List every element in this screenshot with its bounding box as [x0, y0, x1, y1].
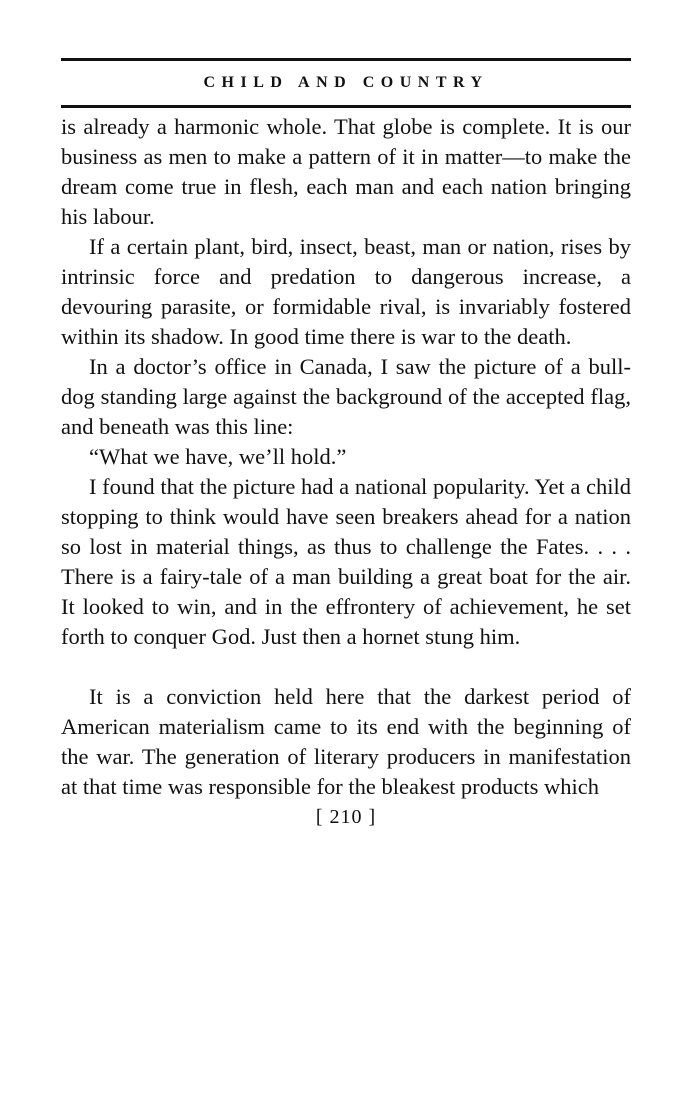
page-number: [ 210 ] [315, 806, 377, 828]
header-rule-bottom [61, 105, 631, 108]
paragraph-new-section: It is a conviction held here that the darkest period of American materialism came to its end with the beginning of the war. The generation of literary producers in manifestation at that time was responsible for the bleakest products which [61, 684, 631, 799]
paragraph-continued: is already a harmonic whole. That globe is complete. It is our business as men to make a pattern of it in matter—to make the dream come true in flesh, each man and each nation bringing his labour. [61, 114, 631, 229]
paragraph: In a doctor’s office in Canada, I saw the picture of a bull-dog standing large against the background of the accepted flag, and beneath was this line: [61, 354, 631, 439]
header-rule-top [61, 58, 631, 61]
paragraph: If a certain plant, bird, insect, beast, man or nation, rises by intrinsic force and predation to dangerous increase, a devouring parasite, or formidable rival, is invariably fostered within its shadow. In good time there is war to the death. [61, 234, 631, 349]
running-head: CHILD AND COUNTRY [203, 74, 489, 91]
paragraph: I found that the picture had a national popularity. Yet a child stopping to think would have seen breakers ahead for a nation so lost in material things, as thus to challenge the Fates. . . . There is a fairy-tale of a man building a great boat for the air. It looked to win, and in the effrontery of achievement, he set forth to conquer God. Just then a hornet stung him. [61, 474, 631, 649]
quotation: “What we have, we’ll hold.” [89, 444, 347, 469]
book-page [61, 58, 631, 830]
body-text [61, 112, 631, 802]
